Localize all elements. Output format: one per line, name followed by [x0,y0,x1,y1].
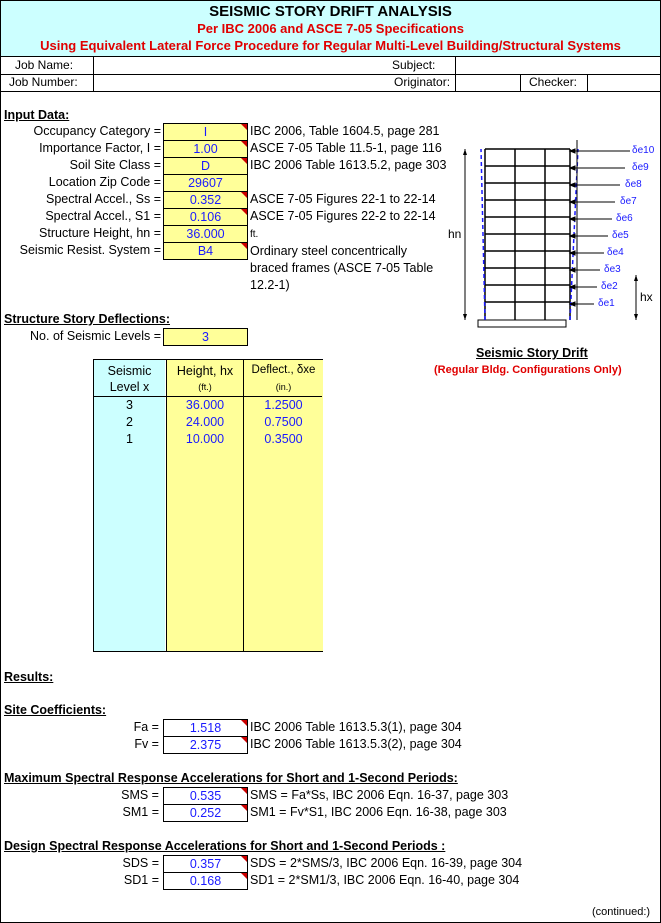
seismic-system-input[interactable]: B4 [163,242,248,260]
soil-site-class-label: Soil Site Class = [69,158,161,172]
spectral-s1-ref: ASCE 7-05 Figures 22-2 to 22-14 [250,209,436,223]
structure-height-unit: ft. [250,229,259,240]
deflection-label: δe10 [632,145,655,156]
max-spectral-heading: Maximum Spectral Response Accelerations for Short and 1-Second Periods: [4,771,458,785]
sds-value: 0.357 [163,855,248,873]
table-cell[interactable]: 24.000 [185,415,225,429]
cell-divider [520,74,521,91]
table-cell[interactable]: 36.000 [185,398,225,412]
deflection-label: δe4 [607,247,624,258]
occupancy-category-label: Occupancy Category = [33,124,161,138]
job-number-field[interactable] [93,74,390,91]
deflection-header-1: Deflect., δxe [251,364,316,376]
table-cell[interactable]: 10.000 [185,432,225,446]
subject-field[interactable] [455,57,661,74]
sm1-value: 0.252 [163,804,248,822]
sms-ref: SMS = Fa*Ss, IBC 2006 Eqn. 16-37, page 303 [250,788,509,802]
spectral-s1-label: Spectral Accel., S1 = [45,209,161,223]
table-cell: 3 [126,398,133,412]
job-number-label: Job Number: [9,75,78,89]
level-column [94,360,165,651]
fa-ref: IBC 2006 Table 1613.5.3(1), page 304 [250,720,462,734]
sms-value: 0.535 [163,787,248,805]
originator-field[interactable] [455,74,520,91]
height-header-2: (ft.) [198,382,212,392]
story-deflections-heading: Structure Story Deflections: [4,312,171,326]
continued-note: (continued:) [592,906,651,918]
job-name-field[interactable] [93,57,390,74]
page-subtitle: Per IBC 2006 and ASCE 7-05 Specifications [197,21,464,36]
importance-factor-input[interactable]: 1.00 [163,140,248,158]
seismic-system-ref-1: Ordinary steel concentrically [250,244,408,258]
sds-label: SDS = [122,856,159,870]
soil-site-class-input[interactable]: D [163,157,248,175]
sds-ref: SDS = 2*SMS/3, IBC 2006 Eqn. 16-39, page 304 [250,856,523,870]
checker-label: Checker: [529,75,578,89]
structure-height-input[interactable]: 36.000 [163,225,248,243]
zip-code-input[interactable]: 29607 [163,174,248,192]
level-header-2: Level x [109,380,150,394]
deflection-column [243,360,323,651]
seismic-system-ref-2: braced frames (ASCE 7-05 Table [250,261,434,275]
seismic-system-ref-3: 12.2-1) [250,278,290,292]
deflection-label: δe8 [625,179,642,190]
sms-label: SMS = [121,788,159,802]
level-header-1: Seismic [107,364,152,378]
site-coefficients-heading: Site Coefficients: [4,703,107,717]
input-data-heading: Input Data: [4,108,70,122]
sm1-ref: SM1 = Fv*S1, IBC 2006 Eqn. 16-38, page 303 [250,805,507,819]
height-column [166,360,243,651]
deflection-label: δe7 [620,196,637,207]
job-info-row-1 [0,57,661,75]
fa-label: Fa = [133,720,159,734]
hx-label: hx [640,290,653,304]
sd1-ref: SD1 = 2*SM1/3, IBC 2006 Eqn. 16-40, page 304 [250,873,520,887]
design-spectral-heading: Design Spectral Response Accelerations for Short and 1-Second Periods : [4,839,446,853]
importance-factor-ref: ASCE 7-05 Table 11.5-1, page 116 [250,141,442,155]
sd1-value: 0.168 [163,872,248,890]
results-heading: Results: [4,670,54,684]
fv-value: 2.375 [163,736,248,754]
table-cell: 1 [126,432,133,446]
deflection-label: δe1 [598,298,615,309]
fa-value: 1.518 [163,719,248,737]
occupancy-category-input[interactable]: I [163,123,248,141]
soil-site-class-ref: IBC 2006 Table 1613.5.2, page 303 [250,158,447,172]
deflection-header-2: (in.) [275,382,292,392]
seismic-levels-label: No. of Seismic Levels = [30,329,161,343]
table-cell: 2 [126,415,133,429]
spectral-ss-input[interactable]: 0.352 [163,191,248,209]
structure-height-label: Structure Height, hn = [39,226,161,240]
job-info-row-2 [0,74,661,92]
page-title: SEISMIC STORY DRIFT ANALYSIS [209,3,452,20]
deflection-label: δe5 [612,230,629,241]
drift-arrows [570,149,630,306]
table-cell[interactable]: 0.7500 [264,415,303,429]
height-header-1: Height, hx [176,364,234,378]
spectral-s1-input[interactable]: 0.106 [163,208,248,226]
title-banner [0,0,661,57]
page-subtitle-2: Using Equivalent Lateral Force Procedure for Regular Multi-Level Building/Structural Systems [40,38,621,53]
importance-factor-label: Importance Factor, I = [39,141,161,155]
spectral-ss-ref: ASCE 7-05 Figures 22-1 to 22-14 [250,192,436,206]
deflection-label: δe6 [616,213,633,224]
diagram-subtitle: (Regular Bldg. Configurations Only) [434,364,622,376]
ground-slab [478,320,566,327]
job-name-label: Job Name: [15,58,74,72]
occupancy-category-ref: IBC 2006, Table 1604.5, page 281 [250,124,440,138]
floor-lines [485,149,570,302]
fv-ref: IBC 2006 Table 1613.5.3(2), page 304 [250,737,462,751]
zip-code-label: Location Zip Code = [48,175,161,189]
checker-field[interactable] [587,74,661,91]
table-header-divider [94,396,322,397]
deflection-label: δe3 [604,264,621,275]
deflection-table [93,359,323,652]
hn-label: hn [448,227,462,241]
subject-label: Subject: [392,58,436,72]
seismic-system-label: Seismic Resist. System = [19,243,161,257]
deflection-label: δe9 [632,162,649,173]
seismic-levels-input[interactable]: 3 [163,328,248,346]
spectral-ss-label: Spectral Accel., Ss = [46,192,161,206]
table-cell[interactable]: 0.3500 [264,432,303,446]
table-cell[interactable]: 1.2500 [264,398,303,412]
sd1-label: SD1 = [123,873,159,887]
sm1-label: SM1 = [122,805,159,819]
originator-label: Originator: [394,75,451,89]
deflection-label: δe2 [601,281,618,292]
diagram-title: Seismic Story Drift [476,346,588,360]
fv-label: Fv = [134,737,159,751]
